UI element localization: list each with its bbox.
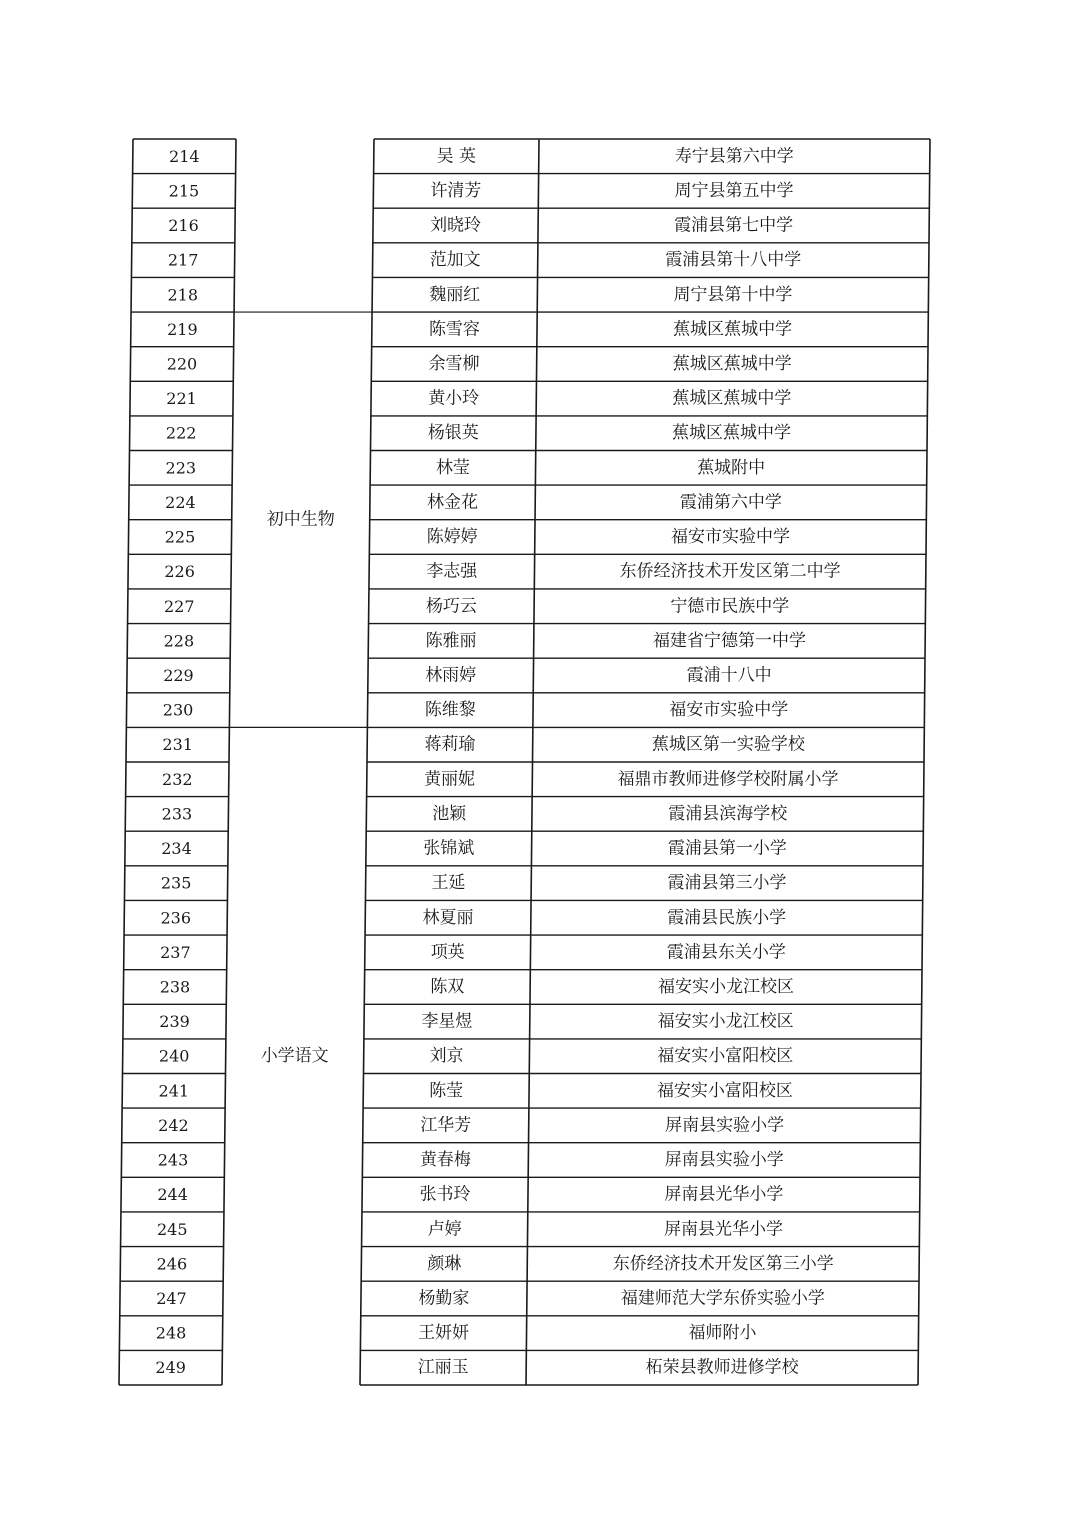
teacher-name: 许清芳 bbox=[430, 180, 482, 201]
school-name: 蕉城区蕉城中学 bbox=[672, 423, 792, 444]
teacher-name: 范加文 bbox=[429, 250, 481, 271]
row-number: 241 bbox=[158, 1081, 190, 1101]
school-name: 霞浦县第七中学 bbox=[674, 215, 794, 236]
row-number: 243 bbox=[157, 1150, 189, 1170]
school-name: 宁德市民族中学 bbox=[670, 596, 790, 617]
row-number: 216 bbox=[168, 216, 199, 236]
school-name: 周宁县第十中学 bbox=[673, 284, 793, 305]
teacher-name: 林金花 bbox=[427, 492, 479, 513]
teacher-name: 余雪柳 bbox=[428, 353, 480, 374]
row-number: 224 bbox=[165, 492, 196, 512]
row-number: 219 bbox=[167, 319, 198, 339]
school-name: 周宁县第五中学 bbox=[674, 180, 794, 201]
teacher-name: 林雨婷 bbox=[425, 665, 477, 686]
teacher-name: 张书玲 bbox=[419, 1184, 471, 1205]
school-name: 屏南县光华小学 bbox=[664, 1219, 784, 1240]
row-number: 232 bbox=[162, 769, 193, 789]
teacher-name: 杨巧云 bbox=[425, 596, 477, 617]
teacher-name: 陈婷婷 bbox=[426, 527, 478, 548]
school-name: 福安市实验中学 bbox=[669, 700, 789, 721]
school-name: 福安实小富阳校区 bbox=[656, 1080, 793, 1101]
row-number: 249 bbox=[155, 1358, 186, 1378]
row-number: 246 bbox=[156, 1254, 188, 1274]
row-number: 226 bbox=[164, 562, 195, 582]
row-number: 220 bbox=[166, 354, 198, 374]
teacher-name: 陈雪容 bbox=[428, 319, 480, 340]
teacher-name: 李志强 bbox=[426, 561, 478, 582]
school-name: 福建省宁德第一中学 bbox=[652, 630, 806, 651]
school-name: 福安实小富阳校区 bbox=[657, 1046, 794, 1067]
row-number: 223 bbox=[165, 458, 197, 478]
school-name: 霞浦县东关小学 bbox=[666, 942, 786, 963]
teacher-name: 王延 bbox=[431, 873, 466, 894]
row-number: 238 bbox=[159, 977, 191, 997]
teacher-name: 黄小玲 bbox=[428, 388, 480, 409]
teacher-name: 刘晓玲 bbox=[430, 215, 482, 236]
row-number: 215 bbox=[168, 181, 200, 201]
teacher-name: 陈莹 bbox=[429, 1080, 464, 1101]
school-name: 寿宁县第六中学 bbox=[674, 146, 794, 167]
teacher-name: 杨银英 bbox=[427, 423, 479, 444]
row-number: 242 bbox=[158, 1115, 189, 1135]
row-number: 235 bbox=[160, 873, 192, 893]
subject-label: 小学语文 bbox=[260, 1046, 329, 1067]
school-name: 福安实小龙江校区 bbox=[657, 1011, 794, 1032]
school-name: 福师附小 bbox=[688, 1323, 757, 1344]
teacher-name: 王妍妍 bbox=[418, 1323, 470, 1344]
teacher-name: 江丽玉 bbox=[417, 1357, 469, 1378]
teacher-name: 李星煜 bbox=[421, 1011, 473, 1032]
row-number: 248 bbox=[155, 1323, 187, 1343]
school-name: 柘荣县教师进修学校 bbox=[645, 1357, 799, 1378]
school-name: 霞浦县滨海学校 bbox=[668, 803, 788, 824]
school-name: 霞浦第六中学 bbox=[679, 492, 782, 513]
school-name: 福建师范大学东侨实验小学 bbox=[620, 1288, 825, 1309]
row-number: 218 bbox=[167, 285, 199, 305]
teacher-name: 陈双 bbox=[430, 976, 465, 997]
row-number: 230 bbox=[162, 700, 194, 720]
row-number: 239 bbox=[159, 1012, 190, 1032]
school-name: 霞浦县第一小学 bbox=[667, 838, 787, 859]
teacher-name: 陈雅丽 bbox=[425, 630, 477, 651]
teacher-name: 杨勤家 bbox=[418, 1288, 470, 1309]
row-number: 240 bbox=[158, 1046, 190, 1066]
row-number: 233 bbox=[161, 804, 193, 824]
row-number: 245 bbox=[156, 1219, 188, 1239]
teacher-name: 颜琳 bbox=[427, 1253, 462, 1274]
row-number: 225 bbox=[164, 527, 196, 547]
teacher-name: 林莹 bbox=[435, 457, 470, 478]
row-number: 222 bbox=[165, 423, 197, 443]
row-number: 234 bbox=[161, 839, 192, 859]
teacher-name: 黄丽妮 bbox=[424, 769, 476, 790]
school-name: 屏南县实验小学 bbox=[665, 1115, 785, 1136]
teacher-name: 蒋莉瑜 bbox=[424, 734, 476, 755]
teacher-name: 卢婷 bbox=[427, 1219, 462, 1240]
teacher-name: 陈维黎 bbox=[424, 700, 476, 721]
school-name: 东侨经济技术开发区第二中学 bbox=[619, 561, 841, 582]
row-number: 217 bbox=[167, 250, 199, 270]
subject-label: 初中生物 bbox=[266, 509, 335, 530]
school-name: 屏南县实验小学 bbox=[664, 1150, 784, 1171]
school-name: 霞浦县第三小学 bbox=[667, 873, 787, 894]
school-name: 福安市实验中学 bbox=[671, 527, 791, 548]
row-number: 228 bbox=[163, 631, 195, 651]
row-number: 244 bbox=[157, 1185, 188, 1205]
school-name: 福鼎市教师进修学校附属小学 bbox=[617, 769, 839, 790]
teacher-name: 吴 英 bbox=[436, 146, 477, 167]
row-number: 237 bbox=[160, 942, 191, 962]
row-number: 227 bbox=[163, 596, 195, 616]
school-name: 蕉城区蕉城中学 bbox=[673, 319, 793, 340]
school-name: 霞浦县第十八中学 bbox=[665, 250, 802, 271]
teacher-name: 项英 bbox=[430, 942, 465, 963]
row-number: 221 bbox=[166, 389, 197, 409]
school-name: 蕉城区蕉城中学 bbox=[672, 388, 792, 409]
school-name: 蕉城区第一实验学校 bbox=[651, 734, 805, 755]
teacher-name: 刘京 bbox=[429, 1046, 464, 1067]
school-name: 东侨经济技术开发区第三小学 bbox=[612, 1253, 834, 1274]
school-name: 霞浦十八中 bbox=[686, 665, 772, 686]
teacher-name: 林夏丽 bbox=[422, 907, 474, 928]
row-number: 229 bbox=[163, 665, 194, 685]
school-name: 霞浦县民族小学 bbox=[667, 907, 787, 928]
row-number: 214 bbox=[169, 146, 200, 166]
teacher-name: 魏丽红 bbox=[429, 284, 481, 305]
school-name: 蕉城附中 bbox=[697, 457, 766, 478]
row-number: 247 bbox=[156, 1288, 187, 1308]
row-number: 236 bbox=[160, 908, 192, 928]
school-name: 福安实小龙江校区 bbox=[657, 976, 794, 997]
teacher-name: 池颖 bbox=[432, 803, 467, 824]
school-name: 蕉城区蕉城中学 bbox=[672, 353, 792, 374]
teacher-name: 黄春梅 bbox=[419, 1150, 471, 1171]
school-name: 屏南县光华小学 bbox=[664, 1184, 784, 1205]
teacher-name: 江华芳 bbox=[420, 1115, 472, 1136]
teacher-name: 张锦斌 bbox=[423, 838, 475, 859]
row-number: 231 bbox=[162, 735, 193, 755]
